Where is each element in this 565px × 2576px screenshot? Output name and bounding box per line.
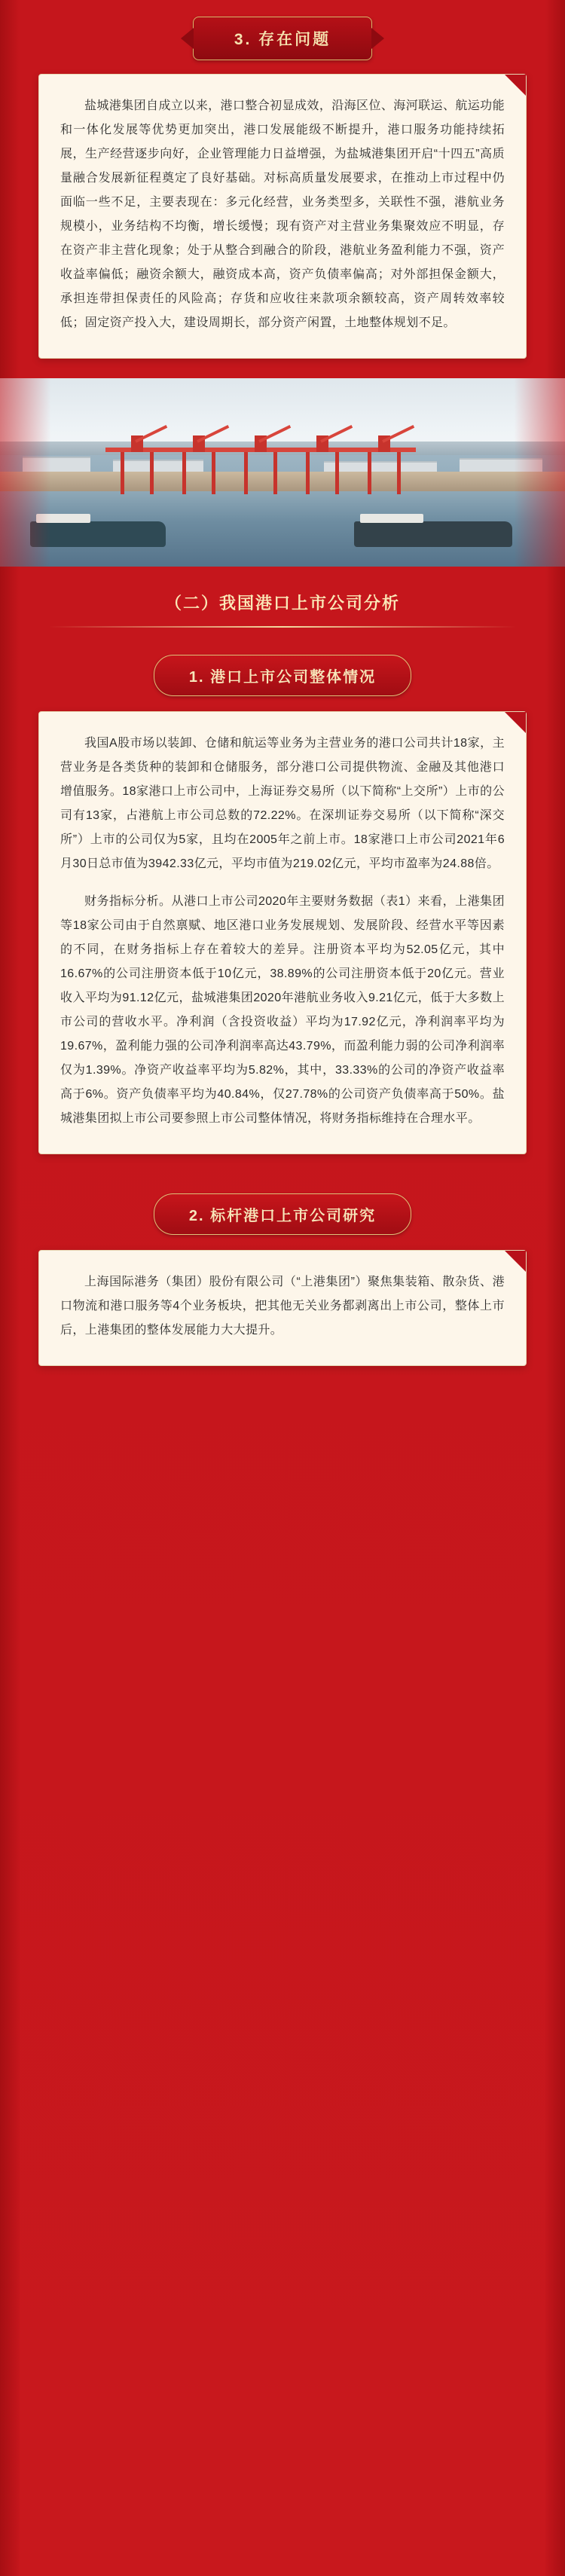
card-problems bbox=[38, 74, 527, 359]
paragraph-benchmark-1: 上海国际港务（集团）股份有限公司（“上港集团”）聚焦集装箱、散杂货、港口物流和港口服务等4个业务板块，把其他无关业务都剥离出上市公司，整体上市后，上港集团的整体发展能力大大提升。 bbox=[60, 1276, 505, 1337]
card-corner-fold-icon bbox=[505, 712, 526, 733]
subsection-heading: （二）我国港口上市公司分析 bbox=[164, 594, 400, 613]
paragraph-overall-2: 财务指标分析。从港口上市公司2020年主要财务数据（表1）来看，上港集团等18家公司由于自然禀赋、地区港口业务发展规划、发展阶段、经营水平等因素的不同，在财务指标上存在着较大的差异。注册资本平均为52.05亿元，其中16.67%的公司注册资本低于10亿元，38.89%的公司注册资本低于20亿元。营业收入平均为91.12亿元，盐城港集团2020年港航业务收入9.21亿元，低于大多数上市公司的营收水平。净利润（含投资收益）平均为17.92亿元，净利润率平均为19.67%，盈利能力强的公司净利润率高达43.79%，而盈利能力弱的公司净利润率仅为1.39%。净资产收益率平均为5.82%，其中，33.33%的公司的净资产收益率高于6%。资产负债率平均为40.84%，仅27.78%的公司资产负债率高于50%。盐城港集团拟上市公司要参照上市公司整体情况，将财务指标维持在合理水平。 bbox=[60, 895, 505, 1125]
card-benchmark bbox=[38, 1250, 527, 1366]
subsection-heading-wrap bbox=[0, 567, 565, 635]
heading-overall: 1. 港口上市公司整体情况 bbox=[154, 655, 411, 696]
port-photo bbox=[0, 378, 565, 567]
ribbon-right-notch-icon bbox=[371, 28, 384, 49]
section-heading-problems-wrap bbox=[0, 0, 565, 74]
card-corner-fold-icon bbox=[505, 1251, 526, 1272]
heading-overall-wrap bbox=[0, 635, 565, 711]
gold-divider bbox=[49, 626, 516, 628]
heading-benchmark: 2. 标杆港口上市公司研究 bbox=[154, 1193, 411, 1235]
paragraph-problems: 盐城港集团自成立以来，港口整合初显成效，沿海区位、海河联运、航运功能和一体化发展等优势更加突出，港口发展能级不断提升，港口服务功能持续拓展，生产经营逐步向好，企业管理能力日益增强，为盐城港集团开启“十四五”高质量融合发展新征程奠定了良好基础。对标高质量发展要求，在推动上市过程中仍面临一些不足，主要表现在：多元化经营，业务类型多，关联性不强，港航业务规模小，业务结构不均衡，增长缓慢；现有资产对主营业务集聚效应不明显，存在资产非主营化现象；处于从整合到融合的阶段，港航业务盈利能力不强，资产收益率偏低；融资余额大，融资成本高，资产负债率偏高；对外部担保金额大，承担连带担保责任的风险高；存货和应收往来款项余额较高，资产周转效率较低；固定资产投入大，建设周期长，部分资产闲置，土地整体规划不足。 bbox=[60, 99, 505, 329]
ribbon-left-notch-icon bbox=[181, 28, 194, 49]
section-heading-problems-label: 3. 存在问题 bbox=[234, 31, 331, 48]
section-heading-problems bbox=[193, 17, 372, 60]
card-corner-fold-icon bbox=[505, 75, 526, 96]
port-photo-wrap bbox=[0, 378, 565, 567]
photo-vignette bbox=[0, 378, 565, 567]
card-overall bbox=[38, 711, 527, 1154]
paragraph-overall-1: 我国A股市场以装卸、仓储和航运等业务为主营业务的港口公司共计18家，主营业务是各类货种的装卸和仓储服务，部分港口公司提供物流、金融及其他港口增值服务。18家港口上市公司中，上海证券交易所（以下简称“上交所”）上市的公司有13家，占港航上市公司总数的72.22%。在深圳证券交易所（以下简称“深交所”）上市的公司仅为5家，且均在2005年之前上市。18家港口上市公司2021年6月30日总市值为3942.33亿元，平均市值为219.02亿元，平均市盈率为24.88倍。 bbox=[60, 737, 505, 870]
heading-benchmark-wrap bbox=[0, 1174, 565, 1250]
